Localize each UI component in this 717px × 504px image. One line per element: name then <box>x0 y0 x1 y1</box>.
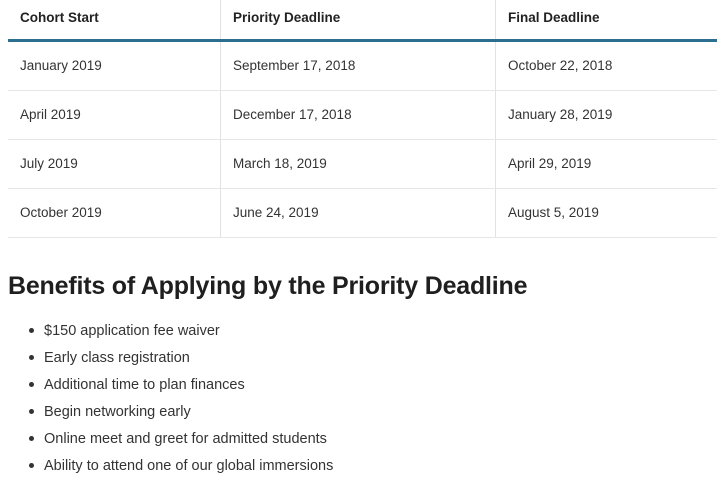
cell-cohort-start: July 2019 <box>8 140 221 189</box>
list-item: Begin networking early <box>44 400 717 424</box>
column-header-priority-deadline: Priority Deadline <box>221 0 496 41</box>
cell-priority-deadline: June 24, 2019 <box>221 189 496 238</box>
table-row <box>8 91 717 140</box>
cell-cohort-start: January 2019 <box>8 41 221 91</box>
table-row <box>8 189 717 238</box>
deadlines-table <box>8 0 717 238</box>
table-row <box>8 140 717 189</box>
list-item: Early class registration <box>44 346 717 370</box>
cell-final-deadline: April 29, 2019 <box>496 140 717 189</box>
benefits-list <box>0 319 717 478</box>
cell-priority-deadline: December 17, 2018 <box>221 91 496 140</box>
cell-cohort-start: April 2019 <box>8 91 221 140</box>
column-header-final-deadline: Final Deadline <box>496 0 717 41</box>
cell-cohort-start: October 2019 <box>8 189 221 238</box>
table-body <box>8 41 717 238</box>
table-header <box>8 0 717 41</box>
list-item: Additional time to plan finances <box>44 373 717 397</box>
cell-priority-deadline: March 18, 2019 <box>221 140 496 189</box>
table-header-row <box>8 0 717 41</box>
cell-final-deadline: January 28, 2019 <box>496 91 717 140</box>
cell-priority-deadline: September 17, 2018 <box>221 41 496 91</box>
list-item: $150 application fee waiver <box>44 319 717 343</box>
column-header-cohort-start: Cohort Start <box>8 0 221 41</box>
list-item: Online meet and greet for admitted students <box>44 427 717 451</box>
table-row <box>8 41 717 91</box>
cell-final-deadline: August 5, 2019 <box>496 189 717 238</box>
section-heading: Benefits of Applying by the Priority Deadline <box>8 272 528 300</box>
cell-final-deadline: October 22, 2018 <box>496 41 717 91</box>
list-item: Ability to attend one of our global immersions <box>44 454 717 478</box>
